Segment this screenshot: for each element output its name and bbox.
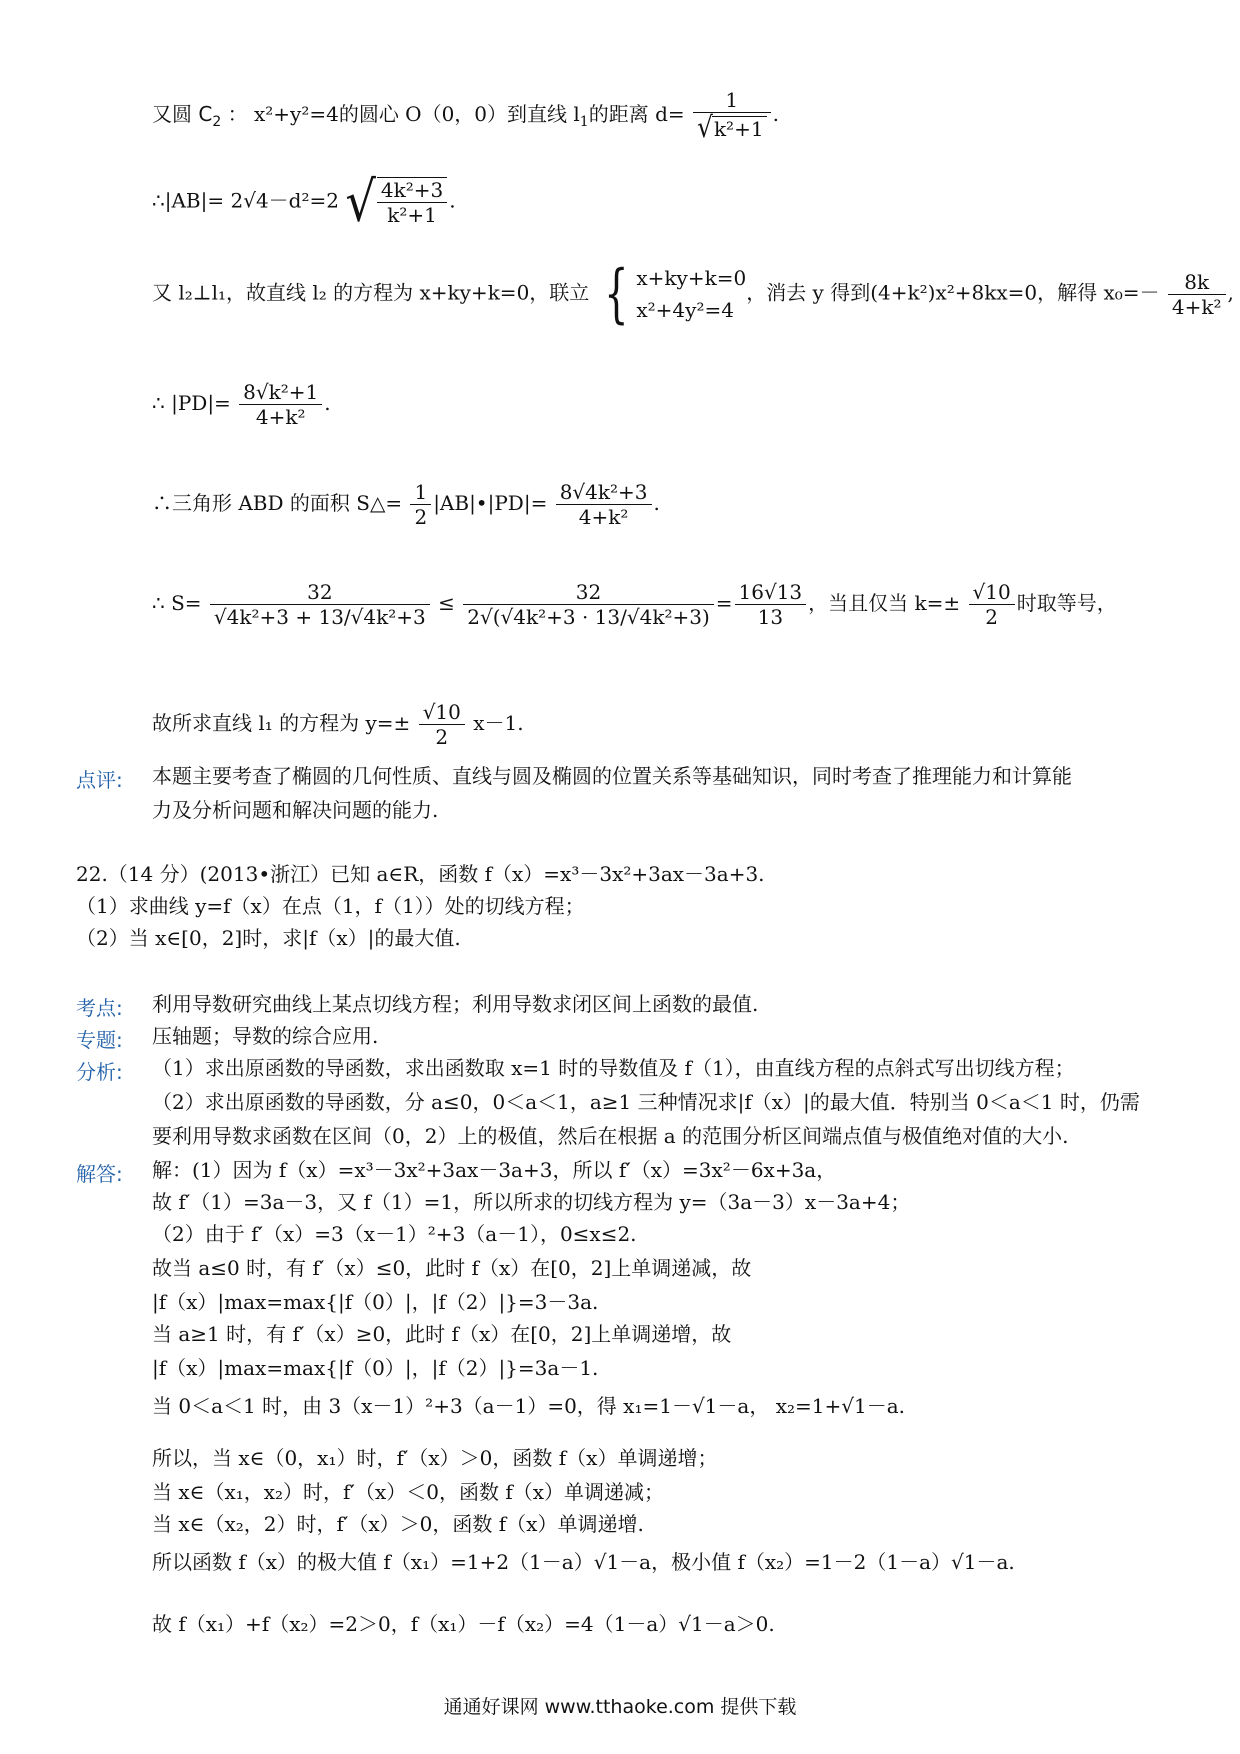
area-fraction: $\frac{\text{8√4k²+3}}{\text{4+k²}}$	[556, 480, 652, 529]
fenxi-label: 分析:	[76, 1060, 123, 1084]
s-fraction-1: $\frac{32}{\text{√4k²+3 + 13/√4k²+3}}$	[210, 580, 430, 629]
comment-line-2: 力及分析问题和解决问题的能力.	[152, 798, 439, 822]
problem-22-statement: 22.（14 分）(2013•浙江）已知 a∈R，函数 f（x）=x³－3x²+3ax－3a+3.	[76, 862, 765, 886]
ab-length-line: ∴|AB|= 2√4－d²=2 √ $\frac{\text{4k²+3}}{\text{k²+1}}$ .	[152, 169, 456, 235]
answer-line-6: 当 a≥1 时，有 f′（x）≥0，此时 f（x）在[0，2]上单调递增，故	[152, 1322, 732, 1346]
answer-line-3: （2）由于 f′（x）=3（x－1）²+3（a－1），0≤x≤2.	[152, 1222, 637, 1246]
distance-fraction: $\frac{1}{\text{√k²+1}}$	[693, 88, 771, 143]
circle-name: $C_2$	[198, 102, 222, 130]
problem-22-part2: （2）当 x∈[0，2]时，求|f（x）|的最大值.	[76, 926, 461, 950]
answer-line-10: 当 x∈（x₁，x₂）时，f′（x）＜0，函数 f（x）单调递减；	[152, 1480, 665, 1504]
answer-line-9: 所以，当 x∈（0，x₁）时，f′（x）＞0，函数 f（x）单调递增；	[152, 1446, 718, 1470]
zhuanti-label: 专题:	[76, 1028, 123, 1052]
fenxi-line-1: （1）求出原函数的导函数，求出函数取 x=1 时的导数值及 f（1），由直线方程的点斜式写出切线方程；	[152, 1056, 1075, 1080]
answer-line-11: 当 x∈（x₂，2）时，f′（x）＞0，函数 f（x）单调递增.	[152, 1512, 644, 1536]
s-result-fraction: $\frac{16√13}{13}$	[735, 580, 807, 629]
fenxi-line-3: 要利用导数求函数在区间（0，2）上的极值，然后在根据 a 的范围分析区间端点值与极值绝对值的大小.	[152, 1124, 1069, 1148]
answer-line-13: 故 f（x₁）+f（x₂）=2＞0，f（x₁）－f（x₂）=4（1－a）√1－a＞0.	[152, 1612, 775, 1636]
circle-distance-line: 又圆 $C_2$ ： x²+y²=4的圆心 O（0，0）到直线 $l_1$的距离 d= $\frac{1}{\text{√k²+1}}$ .	[152, 88, 779, 145]
ab-fraction: $\frac{\text{4k²+3}}{\text{k²+1}}$	[377, 177, 447, 227]
triangle-area-line: ∴三角形 ABD 的面积 S△= $\frac{1}{2}$ |AB|•|PD|= $\frac{\text{8√4k²+3}}{\text{4+k²}}$ .	[152, 480, 660, 529]
answer-line-12: 所以函数 f（x）的极大值 f（x₁）=1+2（1－a）√1－a，极小值 f（x₂）=1－2（1－a）√1－a.	[152, 1550, 1015, 1574]
answer-line-2: 故 f′（1）=3a－3，又 f（1）=1，所以所求的切线方程为 y=（3a－3）x－3a+4；	[152, 1190, 911, 1214]
answer-line-1: 解：(1）因为 f（x）=x³－3x²+3ax－3a+3，所以 f′（x）=3x²－6x+3a，	[152, 1158, 837, 1182]
problem-22-part1: （1）求曲线 y=f（x）在点（1，f（1））处的切线方程；	[76, 894, 585, 918]
x0-fraction: $\frac{8k}{\text{4+k²}}$	[1168, 270, 1226, 319]
comment-label: 点评:	[76, 768, 123, 792]
final-line-equation: 故所求直线 l₁ 的方程为 y=± $\frac{√10}{2}$ x－1.	[152, 700, 524, 749]
equation-system: x+ky+k=0 x²+4y²=4	[636, 266, 747, 322]
kaodian-label: 考点:	[76, 996, 123, 1020]
fenxi-line-2: （2）求出原函数的导函数，分 a≤0，0＜a＜1，a≥1 三种情况求|f（x）|的最大值．特别当 0＜a＜1 时，仍需	[152, 1090, 1140, 1114]
page-footer: 通通好课网 www.tthaoke.com 提供下载	[443, 1696, 797, 1718]
perpendicular-line: 又 l₂⊥l₁，故直线 l₂ 的方程为 x+ky+k=0，联立 { x+ky+k=0 x²+4y²=4 ，消去 y 得到(4+k²)x²+8kx=0，解得 x₀=－ $\frac{8k}{\text{4+k²}}$ ,	[152, 257, 1234, 331]
answer-line-7: |f（x）|max=max{|f（0）|，|f（2）|}=3a－1.	[152, 1356, 599, 1380]
kaodian-text: 利用导数研究曲线上某点切线方程；利用导数求闭区间上函数的最值.	[152, 992, 759, 1016]
zhuanti-text: 压轴题；导数的综合应用.	[152, 1024, 379, 1048]
answer-line-4: 故当 a≤0 时，有 f′（x）≤0，此时 f（x）在[0，2]上单调递减，故	[152, 1256, 752, 1280]
pd-length-line: ∴ |PD|= $\frac{\text{8√k²+1}}{\text{4+k²}}$ .	[152, 380, 331, 429]
answer-label: 解答:	[76, 1162, 123, 1186]
answer-line-5: |f（x）|max=max{|f（0）|，|f（2）|}=3－3a.	[152, 1290, 599, 1314]
s-inequality-line: ∴ S= $\frac{32}{\text{√4k²+3 + 13/√4k²+3}}$ ≤ $\frac{32}{\text{2√(√4k²+3 · 13/√4k²+3)}}$ = $\frac{16√13}{13}$ ，当且仅当 k=± $\frac{√10}{2}$ 时取等号，	[152, 580, 1117, 629]
half-fraction: $\frac{1}{2}$	[410, 480, 431, 529]
k-fraction: $\frac{√10}{2}$	[969, 580, 1015, 629]
final-fraction: $\frac{√10}{2}$	[419, 700, 465, 749]
pd-fraction: $\frac{\text{8√k²+1}}{\text{4+k²}}$	[239, 380, 322, 429]
answer-line-8: 当 0＜a＜1 时，由 3（x－1）²+3（a－1）=0，得 x₁=1－√1－a， x₂=1+√1－a.	[152, 1394, 905, 1418]
comment-line-1: 本题主要考查了椭圆的几何性质、直线与圆及椭圆的位置关系等基础知识，同时考查了推理能力和计算能	[152, 764, 1072, 788]
s-fraction-2: $\frac{32}{\text{2√(√4k²+3 · 13/√4k²+3)}}$	[463, 580, 714, 629]
